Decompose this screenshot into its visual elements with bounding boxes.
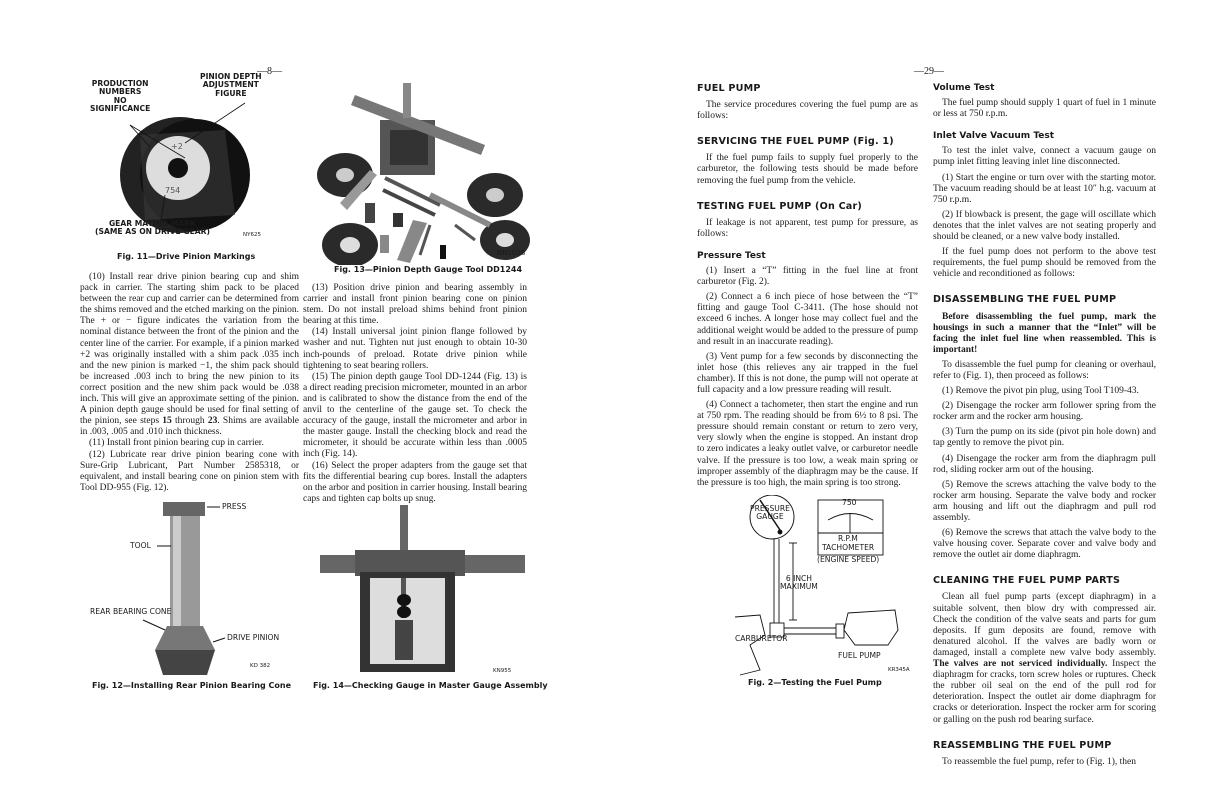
paragraph bbox=[303, 283, 527, 327]
label-pressure-gauge: PRESSURE GAUGE bbox=[750, 504, 790, 522]
left-column-2 bbox=[303, 283, 527, 505]
paragraph bbox=[933, 98, 1156, 120]
master-gauge-assembly-image bbox=[315, 500, 530, 680]
text-run: (3) Vent pump for a few seconds by disconnecting the inlet hose (this relieves any air trapped in the fuel chamber). If this is not done, the pump will not operate at full capacity and a low pressure reading will result. bbox=[697, 351, 918, 395]
text-run: (1) Remove the pivot pin plug, using Tool T109-43. bbox=[942, 386, 1139, 397]
text-run: To disassemble the fuel pump for cleaning or overhaul, refer to (Fig. 1), then proceed as follows: bbox=[933, 359, 1156, 381]
label-drive-pinion: DRIVE PINION bbox=[227, 633, 280, 642]
label-fuel-pump: FUEL PUMP bbox=[838, 651, 881, 660]
figure-11-caption: Fig. 11—Drive Pinion Markings bbox=[117, 252, 256, 261]
text-run: TESTING FUEL PUMP (On Car) bbox=[697, 200, 862, 212]
section-heading bbox=[697, 251, 918, 262]
label-gear-mating-mark: GEAR MATING MARK (SAME AS ON DRIVE GEAR) bbox=[95, 219, 210, 237]
figure-code: NN1028 bbox=[497, 249, 526, 257]
paragraph bbox=[933, 757, 1156, 768]
paragraph bbox=[697, 266, 918, 288]
figure-code: KD 382 bbox=[250, 663, 271, 669]
text-run: through bbox=[171, 416, 208, 427]
tachometer-value: 750 bbox=[842, 498, 857, 507]
paragraph bbox=[933, 360, 1156, 382]
text-run: (12) Lubricate rear drive pinion bearing cone with Sure-Grip Lubricant, Part Number 2585318, or equivalent, and install bearing cone on pinion stem with Tool DD-955 (Fig. 12). bbox=[80, 449, 299, 493]
figure-11 bbox=[85, 72, 300, 265]
svg-text:754: 754 bbox=[165, 186, 181, 195]
text-run: Clean all fuel pump parts (except diaphragm) in a suitable solvent, then blow dry with compressed air. Check the condition of the valve seats and parts for gum deposits. If gum deposits are found, remove with denatured alcohol. If the valves are badly worn or damaged, install a complete new valve body assembly. bbox=[933, 592, 1156, 658]
bearing-cone-install-image bbox=[85, 500, 285, 680]
paragraph bbox=[80, 272, 299, 438]
section-heading bbox=[697, 83, 918, 94]
section-heading bbox=[933, 83, 1156, 94]
paragraph bbox=[697, 100, 918, 122]
text-run: (4) Disengage the rocker arm from the diaphragm pull rod, sliding rocker arm out of the housing. bbox=[933, 453, 1156, 475]
figure-2 bbox=[720, 495, 920, 680]
text-run: Volume Test bbox=[933, 83, 995, 93]
text-run: (3) Turn the pump on its side (pivot pin hole down) and tap gently to remove the pivot pin. bbox=[933, 427, 1156, 449]
paragraph bbox=[933, 210, 1156, 243]
text-run: If the fuel pump fails to supply fuel properly to the carburetor, the following tests should be made before removing the fuel pump from the vehicle. bbox=[697, 153, 918, 186]
text-run: (6) Remove the screws that attach the valve body to the valve housing cover. Separate cover and valve body and remove the outlet air dome diaphragm. bbox=[933, 528, 1156, 561]
label-carburetor: CARBURETOR bbox=[735, 634, 788, 643]
text-run: CLEANING THE FUEL PUMP PARTS bbox=[933, 575, 1121, 587]
figure-12 bbox=[85, 500, 285, 680]
section-heading bbox=[697, 136, 918, 147]
bold-text: 15 bbox=[162, 416, 172, 427]
section-heading bbox=[933, 740, 1156, 751]
paragraph bbox=[933, 528, 1156, 561]
paragraph bbox=[933, 146, 1156, 168]
figure-12-caption: Fig. 12—Installing Rear Pinion Bearing Cone bbox=[92, 681, 292, 690]
text-run: REASSEMBLING THE FUEL PUMP bbox=[933, 739, 1112, 751]
paragraph bbox=[933, 454, 1156, 476]
text-run: (11) Install front pinion bearing cup in carrier. bbox=[89, 438, 264, 449]
paragraph bbox=[933, 247, 1156, 280]
bold-text: 23 bbox=[207, 416, 218, 427]
paragraph bbox=[697, 400, 918, 489]
figure-code: NY625 bbox=[243, 232, 261, 238]
right-column-1 bbox=[697, 83, 918, 493]
label-6-inch-maximum: 6 INCH MAXIMUM bbox=[780, 574, 818, 592]
paragraph bbox=[933, 401, 1156, 423]
label-rear-bearing-cone: REAR BEARING CONE bbox=[90, 607, 172, 616]
text-run: (2) Connect a 6 inch piece of hose between the “T” fitting and gauge Tool C-3411. (The hose should not exceed 6 inches. A longer hose may collect fuel and the additional weight would be added to the pressure of pump and result in an inaccurate reading). bbox=[697, 292, 918, 347]
figure-13-caption: Fig. 13—Pinion Depth Gauge Tool DD1244 bbox=[334, 265, 523, 274]
bold-text: Before disassembling the fuel pump, mark the housings in such a manner that the “Inlet” will be facing the inlet fuel line when reassembled. This is important! bbox=[933, 311, 1156, 355]
figure-13 bbox=[305, 75, 530, 265]
svg-text:+2: +2 bbox=[171, 142, 183, 151]
text-run: If the fuel pump does not perform to the above test requirements, the fuel pump should be removed from the vehicle and reconditioned as follows: bbox=[933, 247, 1156, 280]
pinion-depth-gauge-tool-image bbox=[305, 75, 530, 265]
text-run: (15) The pinion depth gauge Tool DD-1244 (Fig. 13) is a direct reading precision micrometer, mounted in an arbor and is calibrated to show the distance from the end of the anvil to the centerline of the gauge set. To check the accuracy of the gauge, install the micrometer and arbor in the master gauge. Install the checking block and read the micrometer, it should be accurate within less than .0005 inch (Fig. 14). bbox=[303, 371, 527, 460]
text-run: (5) Remove the screws attaching the valve body to the rocker arm housing. Separate the valve body and rocker arm housing and lift out the diaphragm and pull rod assembly. bbox=[933, 479, 1156, 523]
page-number-right: —29— bbox=[914, 66, 944, 77]
paragraph bbox=[303, 461, 527, 505]
paragraph bbox=[697, 352, 918, 396]
left-column-1 bbox=[80, 272, 299, 494]
text-run: If leakage is not apparent, test pump for pressure, as follows: bbox=[697, 217, 918, 239]
figure-14-caption: Fig. 14—Checking Gauge in Master Gauge Assembly bbox=[313, 681, 548, 690]
paragraph bbox=[933, 312, 1156, 356]
figure-2-caption: Fig. 2—Testing the Fuel Pump bbox=[748, 678, 882, 687]
label-rpm: R.P.M bbox=[838, 534, 858, 543]
text-run: Inspect the diaphragm for cracks, torn screw holes or ruptures. Check the rubber oil seal on the end of the pull rod for deterioration. Inspect the outlet air dome diaphragm for cracks or deterioration. Inspect the rocker arm for scoring or galling on the push rod bearing surface. bbox=[933, 659, 1156, 725]
text-run: (4) Connect a tachometer, then start the engine and run at 750 rpm. The reading should be from 6½ to 8 psi. The pressure should remain constant or return to zero very, very slowly when the engine is stopped. An instant drop to zero indicates a leaky outlet valve, or carburetor needle valve. If the pressure is too low, a weak main spring or improper assembly of the diaphragm may be the cause. If the pressure is too high, the main spring is too strong. bbox=[697, 400, 918, 488]
text-run: (2) If blowback is present, the gage will oscillate which denotes that the inlet valves are not seating properly and should be cleaned, or a new valve body installed. bbox=[933, 209, 1156, 243]
right-column-2 bbox=[933, 83, 1156, 772]
section-heading bbox=[933, 131, 1156, 142]
text-run: SERVICING THE FUEL PUMP (Fig. 1) bbox=[697, 136, 894, 148]
text-run: To reassemble the fuel pump, refer to (Fig. 1), then bbox=[942, 756, 1137, 767]
paragraph bbox=[933, 386, 1156, 397]
label-press: PRESS bbox=[222, 502, 247, 511]
paragraph bbox=[697, 292, 918, 347]
paragraph bbox=[80, 450, 299, 494]
label-tachometer: TACHOMETER bbox=[822, 543, 875, 552]
text-run: To test the inlet valve, connect a vacuum gauge on pump inlet fitting leaving inlet line disconnected. bbox=[933, 146, 1156, 168]
figure-code: KR345A bbox=[888, 667, 910, 673]
text-run: DISASSEMBLING THE FUEL PUMP bbox=[933, 294, 1117, 306]
paragraph bbox=[933, 480, 1156, 524]
label-engine-speed: (ENGINE SPEED) bbox=[817, 555, 880, 564]
label-pinion-depth: PINION DEPTH ADJUSTMENT FIGURE bbox=[200, 72, 262, 98]
text-run: (1) Insert a “T” fitting in the fuel line at front carburetor (Fig. 2). bbox=[697, 266, 918, 288]
section-heading bbox=[933, 575, 1156, 586]
text-run: . Shims are available in .003, .005 and .010 inch thickness. bbox=[80, 416, 300, 438]
figure-code: KN955 bbox=[493, 668, 512, 674]
text-run: (10) Install rear drive pinion bearing cup and shim pack in carrier. The starting shim pack to be placed between the rear cup and carrier can be determined from the shims removed and the etched marking on the pinion. The + or − figure indicates the variation from the nominal distance between the front of the pinion and the center line of the carrier. For example, if a pinion marked +2 was originally installed with a shim pack .035 inch and the new pinion is marked −1, the shim pack should be increased .003 inch to bring the new pinion to its correct position and the new shim pack would be .038 inch. This will give an approximate setting of the pinion. A pinion depth gauge should be used for final setting of the pinion, see steps bbox=[80, 272, 299, 427]
text-run: The fuel pump should supply 1 quart of fuel in 1 minute or less at 750 r.p.m. bbox=[933, 98, 1156, 120]
paragraph bbox=[933, 427, 1156, 449]
text-run: (14) Install universal joint pinion flange followed by washer and nut. Tighten nut just enough to obtain 10-30 inch-pounds of preload. Rotate drive pinion while tightening to seat bearing rollers. bbox=[303, 327, 527, 371]
paragraph bbox=[303, 372, 527, 461]
paragraph bbox=[933, 592, 1156, 725]
paragraph bbox=[697, 153, 918, 186]
paragraph bbox=[933, 173, 1156, 206]
label-tool: TOOL bbox=[130, 541, 151, 550]
text-run: (13) Position drive pinion and bearing assembly in carrier and install front pinion bearing cone on pinion stem. Do not install preload shims behind front pinion bearing at this time. bbox=[303, 283, 527, 327]
text-run: (2) Disengage the rocker arm follower spring from the rocker arm and the rocker arm housing. bbox=[933, 401, 1156, 423]
section-heading bbox=[697, 201, 918, 212]
text-run: Inlet Valve Vacuum Test bbox=[933, 131, 1055, 142]
paragraph bbox=[80, 438, 299, 449]
page-number-left: —8— bbox=[257, 66, 282, 77]
paragraph bbox=[697, 218, 918, 240]
section-heading bbox=[933, 294, 1156, 305]
text-run: FUEL PUMP bbox=[697, 83, 761, 94]
text-run: (1) Start the engine or turn over with the starting motor. The vacuum reading should be at least 10″ h.g. vacuum at 750 r.p.m. bbox=[933, 172, 1156, 205]
text-run: The service procedures covering the fuel pump are as follows: bbox=[697, 100, 918, 122]
text-run: Pressure Test bbox=[697, 250, 766, 261]
figure-14 bbox=[315, 500, 530, 680]
paragraph bbox=[303, 327, 527, 371]
bold-text: The valves are not serviced individually. bbox=[933, 659, 1108, 670]
label-production-numbers: PRODUCTION NUMBERS NO SIGNIFICANCE bbox=[90, 79, 151, 114]
text-run: (16) Select the proper adapters from the gauge set that fits the differential bearing cup bores. Install the adapters on the arbor and position in carrier housing. Install bearing caps and tighten cap bolts up snug. bbox=[303, 460, 527, 504]
